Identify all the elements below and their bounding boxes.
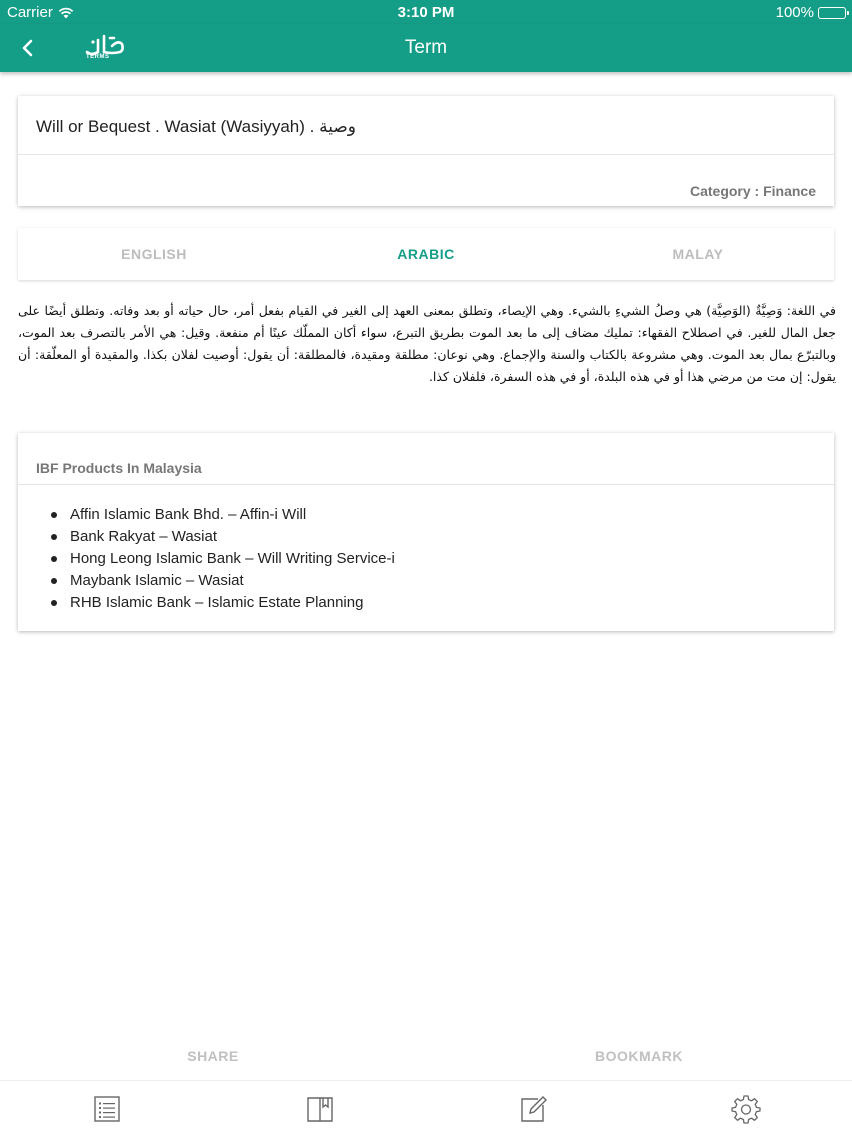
page-title: Term: [404, 37, 448, 58]
products-header: IBF Products In Malaysia: [36, 460, 202, 476]
status-bar: [0, 0, 852, 24]
logo-subtitle: TERMS: [86, 54, 110, 60]
tab-bar-settings[interactable]: [639, 1081, 852, 1136]
battery-icon: [818, 7, 846, 19]
list-item: Maybank Islamic – Wasiat: [70, 570, 395, 592]
language-tabs: [18, 228, 834, 280]
divider: [18, 484, 834, 485]
tab-english[interactable]: ENGLISH: [121, 246, 187, 262]
battery-percent: 100%: [775, 4, 814, 21]
nav-bar: [0, 24, 852, 72]
battery-indicator: [776, 4, 846, 21]
term-definition: في اللغة: وَصِيَّةٌ (الوَصِيَّة) هي وصلُ الشيءِ بالشيء. وهي الإيصاء، وتطلق بمعنى العهد إلى الغير في القيام بفعل أمر، حال حياته أو بعد وفاته. وتطلق أيضًا على جعل المال للغير. في اصطلاح الفقهاء: تمليك مضاف إلى ما بعد الموت بطريق التبرع، سواء أكان المملّك عينًا أم منفعة. وقيل: هي الأمر بالتصرف بعد الموت، وبالتبرّع بمال بعد الموت. وهي مشروعة بالكتاب والسنة والإجماع. وهي نوعان: مطلقة ومقيدة، فالمطلقة: أن يقول: أوصيت لفلان بكذا. والمقيدة أو المعلّقة: أن يقول: إن مت من مرضي هذا أو في هذه البلدة، أو في هذه السفرة، فلفلان كذا.: [18, 303, 836, 384]
tab-bar-book[interactable]: [213, 1081, 426, 1136]
edit-icon: [518, 1094, 548, 1124]
tab-malay[interactable]: MALAY: [672, 246, 724, 262]
clock: 3:10 PM: [397, 4, 455, 21]
term-category: Category : Finance: [689, 183, 816, 199]
tab-bar-list[interactable]: [0, 1081, 213, 1136]
list-item: RHB Islamic Bank – Islamic Estate Planning: [70, 592, 395, 614]
list-icon: [92, 1094, 122, 1124]
bottom-tab-bar: [0, 1081, 852, 1136]
share-button[interactable]: SHARE: [187, 1048, 239, 1064]
products-list: [70, 504, 395, 614]
list-item: Affin Islamic Bank Bhd. – Affin-i Will: [70, 504, 395, 526]
list-item: Bank Rakyat – Wasiat: [70, 526, 395, 548]
term-card: [18, 96, 834, 206]
tab-arabic[interactable]: ARABIC: [397, 246, 455, 262]
bookmark-button[interactable]: BOOKMARK: [595, 1048, 683, 1064]
products-card: [18, 433, 834, 631]
divider: [18, 154, 834, 155]
list-item: Hong Leong Islamic Bank – Will Writing Service-i: [70, 548, 395, 570]
carrier-label: Carrier: [7, 4, 53, 21]
action-bar: [0, 1030, 852, 1080]
term-title: Will or Bequest . Wasiat (Wasiyyah) . وصية: [36, 117, 356, 136]
book-icon: [305, 1094, 335, 1124]
tab-bar-notes[interactable]: [426, 1081, 639, 1136]
settings-icon: [731, 1094, 761, 1124]
